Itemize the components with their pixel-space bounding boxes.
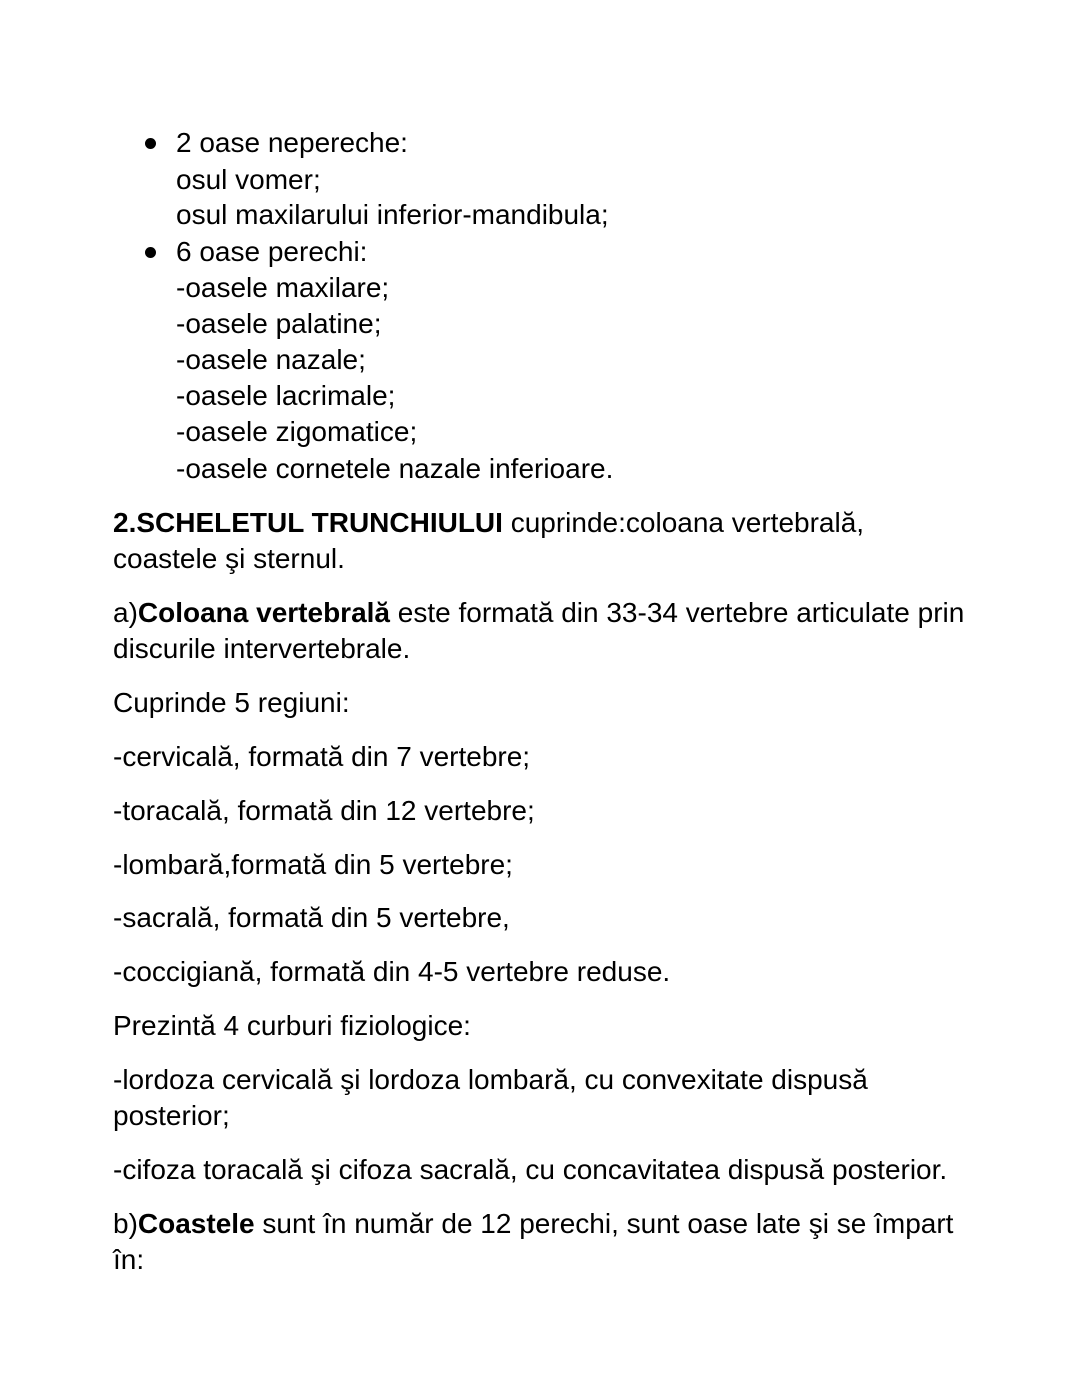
paragraph: -lombară,formată din 5 vertebre;: [113, 849, 513, 880]
bullet-icon: [145, 138, 156, 149]
paragraph: b)Coastele sunt în număr de 12 perechi, sunt oase late şi se împart în:: [113, 1208, 954, 1275]
list-item: -oasele zigomatice;: [176, 416, 418, 447]
list-item: 6 oase perechi:: [176, 236, 368, 267]
term: Coloana vertebrală: [137, 597, 391, 628]
term: Coastele: [137, 1208, 255, 1239]
list-item: osul maxilarului inferior-mandibula;: [176, 199, 609, 230]
paragraph: -lordoza cervicală şi lordoza lombară, cu convexitate dispusă posterior;: [113, 1064, 868, 1131]
section-title: 2.SCHELETUL TRUNCHIULUI: [113, 507, 503, 538]
list-item: 2 oase nepereche:: [176, 127, 408, 158]
paragraph: Prezintă 4 curburi fiziologice:: [113, 1010, 471, 1041]
paragraph: a)Coloana vertebrală este formată din 33-34 vertebre articulate prin discurile intervertebrale.: [113, 597, 965, 664]
list-item: -oasele maxilare;: [176, 272, 390, 303]
list-item: osul vomer;: [176, 164, 321, 195]
bullet-icon: [145, 247, 156, 258]
section-heading-paragraph: 2.SCHELETUL TRUNCHIULUI cuprinde:coloana vertebrală, coastele şi sternul.: [113, 507, 865, 574]
paragraph: Cuprinde 5 regiuni:: [113, 687, 350, 718]
paragraph: -coccigiană, formată din 4-5 vertebre reduse.: [113, 956, 671, 987]
paragraph: -sacrală, formată din 5 vertebre,: [113, 902, 510, 933]
paragraph: -cervicală, formată din 7 vertebre;: [113, 741, 531, 772]
paragraph: -toracală, formată din 12 vertebre;: [113, 795, 535, 826]
list-item: -oasele lacrimale;: [176, 380, 396, 411]
list-item: -oasele palatine;: [176, 308, 382, 339]
list-item: -oasele nazale;: [176, 344, 366, 375]
list-item: -oasele cornetele nazale inferioare.: [176, 453, 614, 484]
paragraph: -cifoza toracală şi cifoza sacrală, cu concavitatea dispusă posterior.: [113, 1154, 948, 1185]
